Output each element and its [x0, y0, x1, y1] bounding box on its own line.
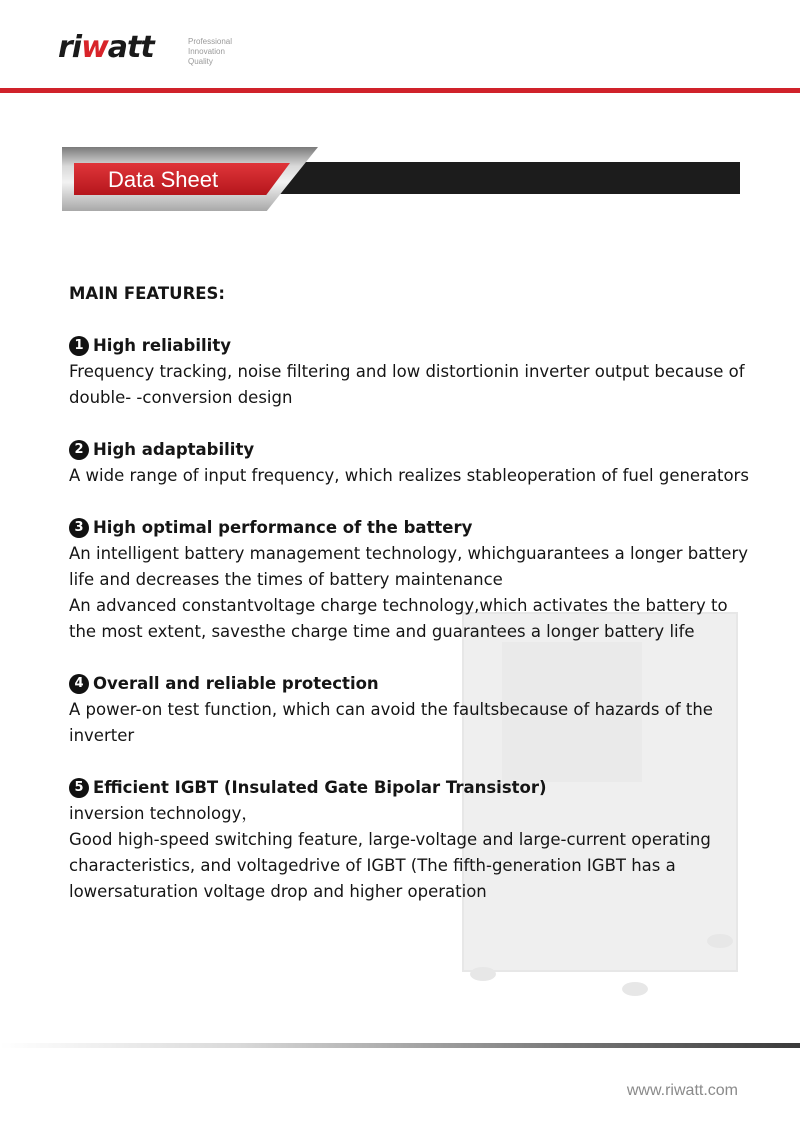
feature-description: An intelligent battery management technology, whichguarantees a longer battery life and decreases the times of battery maintenance [69, 544, 748, 589]
feature-item [69, 333, 749, 411]
feature-title-text: High optimal performance of the battery [93, 518, 473, 537]
page-header [0, 0, 800, 96]
brand-tagline [188, 37, 232, 67]
feature-description: inversion technology， [69, 804, 258, 823]
tagline-line: Professional [188, 37, 233, 46]
section-banner [62, 147, 740, 211]
logo-text-suffix: att [107, 30, 154, 65]
feature-description: Good high-speed switching feature, large-voltage and large-current operating characteristics, and voltagedrive of IGBT (The fifth-generation IGBT has a lowersaturation voltage drop and higher operation [69, 830, 711, 901]
banner-bar [262, 162, 740, 194]
main-features-heading: MAIN FEATURES: [69, 284, 226, 303]
number-badge-icon: 4 [69, 674, 89, 694]
header-divider [0, 88, 800, 93]
feature-title [69, 515, 749, 541]
feature-item [69, 671, 749, 749]
feature-title [69, 437, 749, 463]
features-content [69, 281, 749, 931]
feature-description: An advanced constantvoltage charge technology,which activates the battery to the most extent, savesthe charge time and guarantees a longer battery life [69, 596, 728, 641]
website-link[interactable]: www.riwatt.com [626, 1082, 738, 1099]
feature-title [69, 333, 749, 359]
brand-logo [58, 30, 154, 65]
feature-title [69, 671, 749, 697]
feature-title [69, 775, 749, 801]
feature-item [69, 515, 749, 645]
feature-title-text: Efficient IGBT (Insulated Gate Bipolar Transistor) [93, 778, 547, 797]
logo-text-accent: w [81, 30, 108, 65]
feature-description: A wide range of input frequency, which realizes stableoperation of fuel generators [69, 466, 749, 485]
banner-title: Data Sheet [108, 167, 219, 192]
logo-text-prefix: ri [58, 30, 82, 65]
feature-description: Frequency tracking, noise filtering and low distortionin inverter output because of double- -conversion design [69, 362, 745, 407]
feature-title-text: High reliability [93, 336, 231, 355]
number-badge-icon: 3 [69, 518, 89, 538]
number-badge-icon: 1 [69, 336, 89, 356]
feature-title-text: High adaptability [93, 440, 255, 459]
tagline-line: Innovation [188, 47, 225, 56]
feature-title-text: Overall and reliable protection [93, 674, 379, 693]
number-badge-icon: 5 [69, 778, 89, 798]
tagline-line: Quality [188, 57, 213, 66]
feature-item [69, 437, 749, 489]
feature-item [69, 775, 749, 905]
feature-description: A power-on test function, which can avoid the faultsbecause of hazards of the inverter [69, 700, 713, 745]
footer-divider [0, 1043, 800, 1048]
number-badge-icon: 2 [69, 440, 89, 460]
